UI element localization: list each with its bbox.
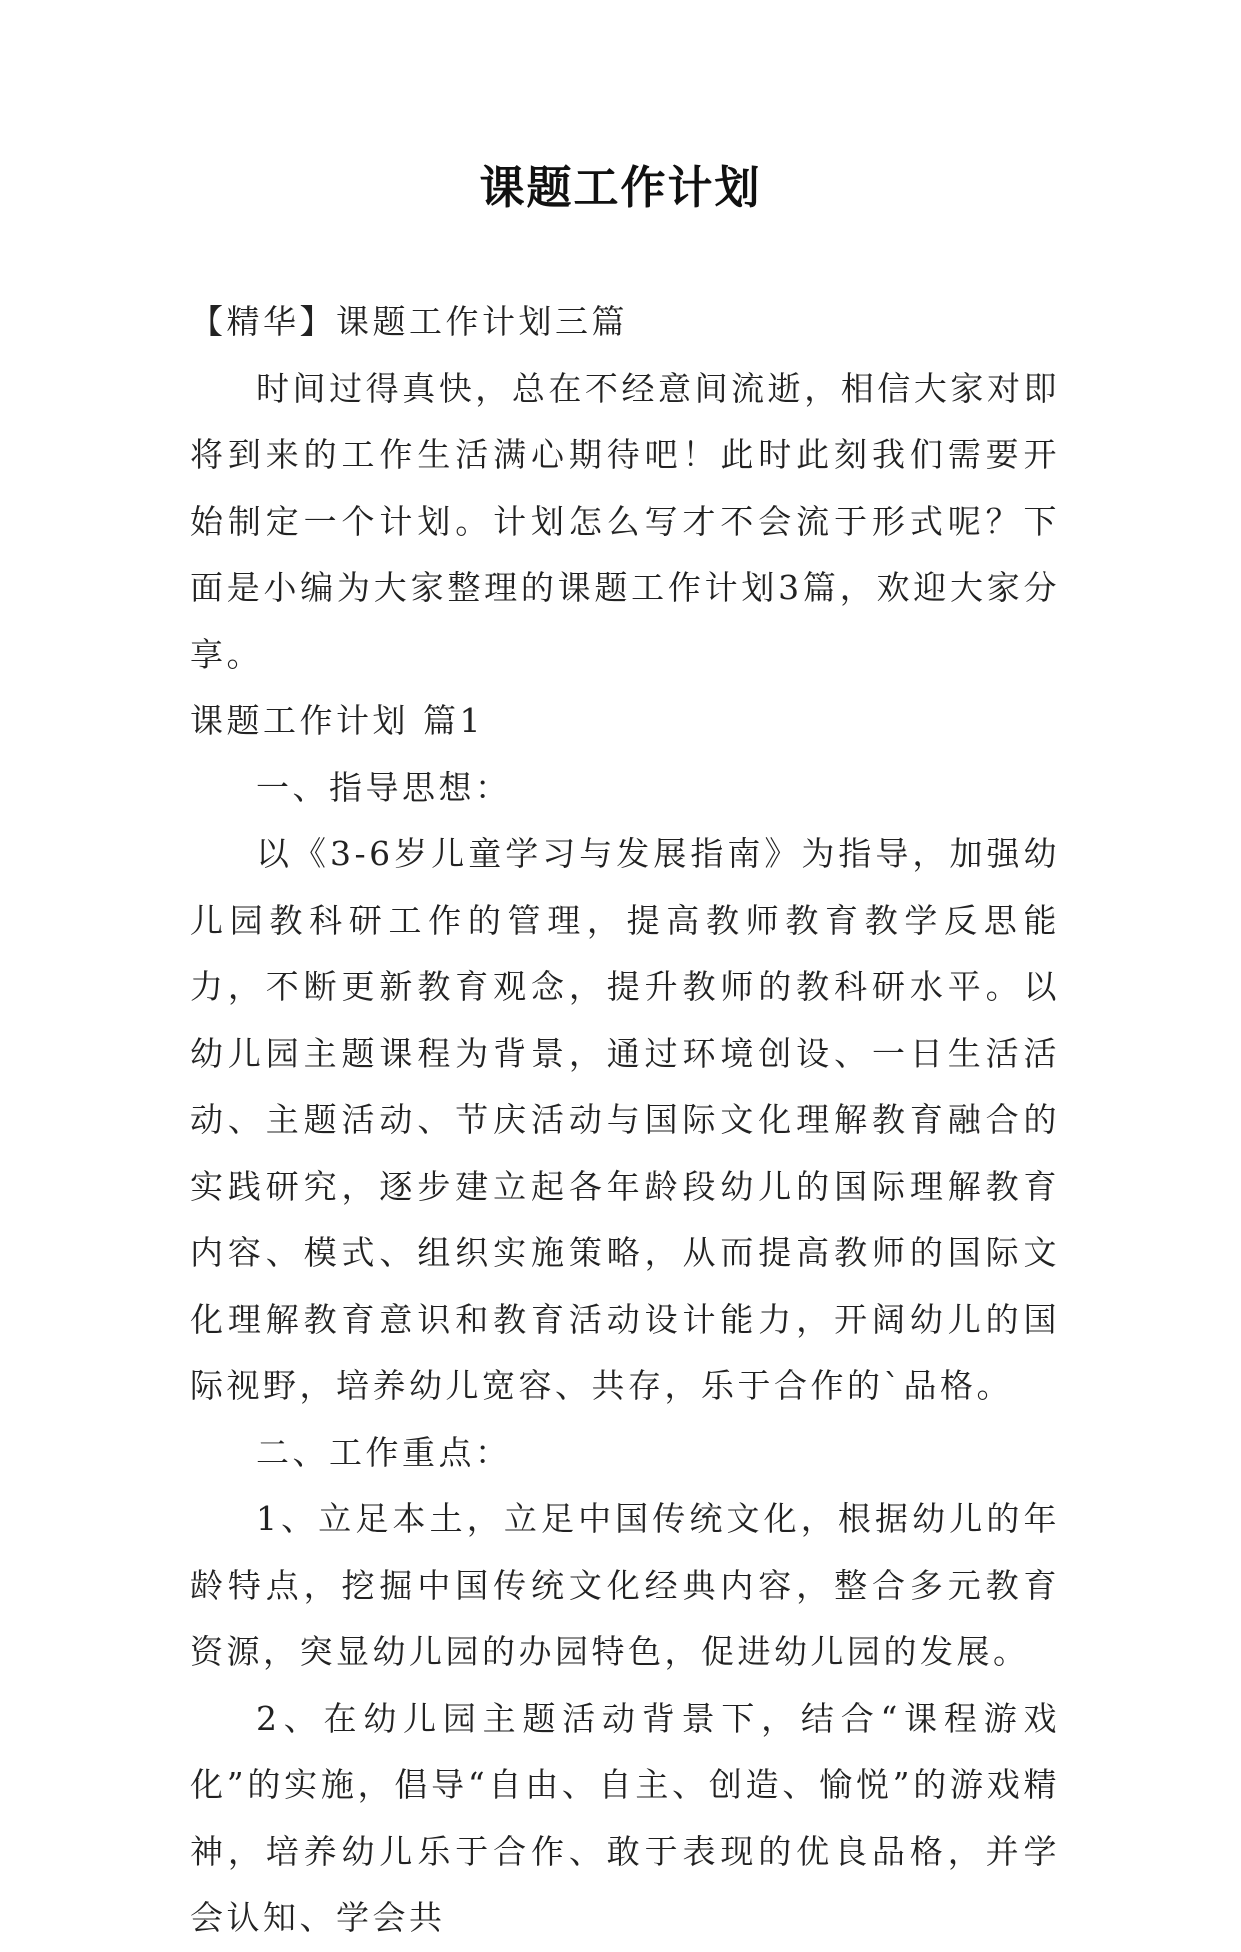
document-title: 课题工作计划 <box>479 161 762 214</box>
subtitle-paragraph: 【精华】课题工作计划三篇 <box>190 302 628 341</box>
intro-paragraph: 时间过得真快，总在不经意间流逝，相信大家对即将到来的工作生活满心期待吧！此时此刻我们需要开始制定一个计划。计划怎么写才不会流于形式呢？下面是小编为大家整理的课题工作计划3篇，欢迎大家分享。 <box>190 368 1060 674</box>
section-heading: 课题工作计划 篇1 <box>190 701 484 740</box>
heading-guiding-ideology: 一、指导思想： <box>256 767 512 807</box>
work-focus-item-2: 2、在幼儿园主题活动背景下，结合“课程游戏化”的实施，倡导“自由、自主、创造、愉悦”的游戏精神，培养幼儿乐于合作、敢于表现的优良品格，并学会认知、学会共 <box>190 1698 1060 1937</box>
guiding-ideology-paragraph: 以《3-6岁儿童学习与发展指南》为指导，加强幼儿园教科研工作的管理，提高教师教育教学反思能力，不断更新教育观念，提升教师的教科研水平。以幼儿园主题课程为背景，通过环境创设、一日生活活动、主题活动、节庆活动与国际文化理解教育融合的实践研究，逐步建立起各年龄段幼儿的国际理解教育内容、模式、组织实施策略，从而提高教师的国际文化理解教育意识和教育活动设计能力，开阔幼儿的国际视野，培养幼儿宽容、共存，乐于合作的`品格。 <box>190 834 1060 1405</box>
document-body <box>190 289 1060 1952</box>
work-focus-item-1: 1、立足本土，立足中国传统文化，根据幼儿的年龄特点，挖掘中国传统文化经典内容，整合多元教育资源，突显幼儿园的办园特色，促进幼儿园的发展。 <box>190 1499 1060 1671</box>
heading-work-focus: 二、工作重点： <box>256 1432 512 1472</box>
